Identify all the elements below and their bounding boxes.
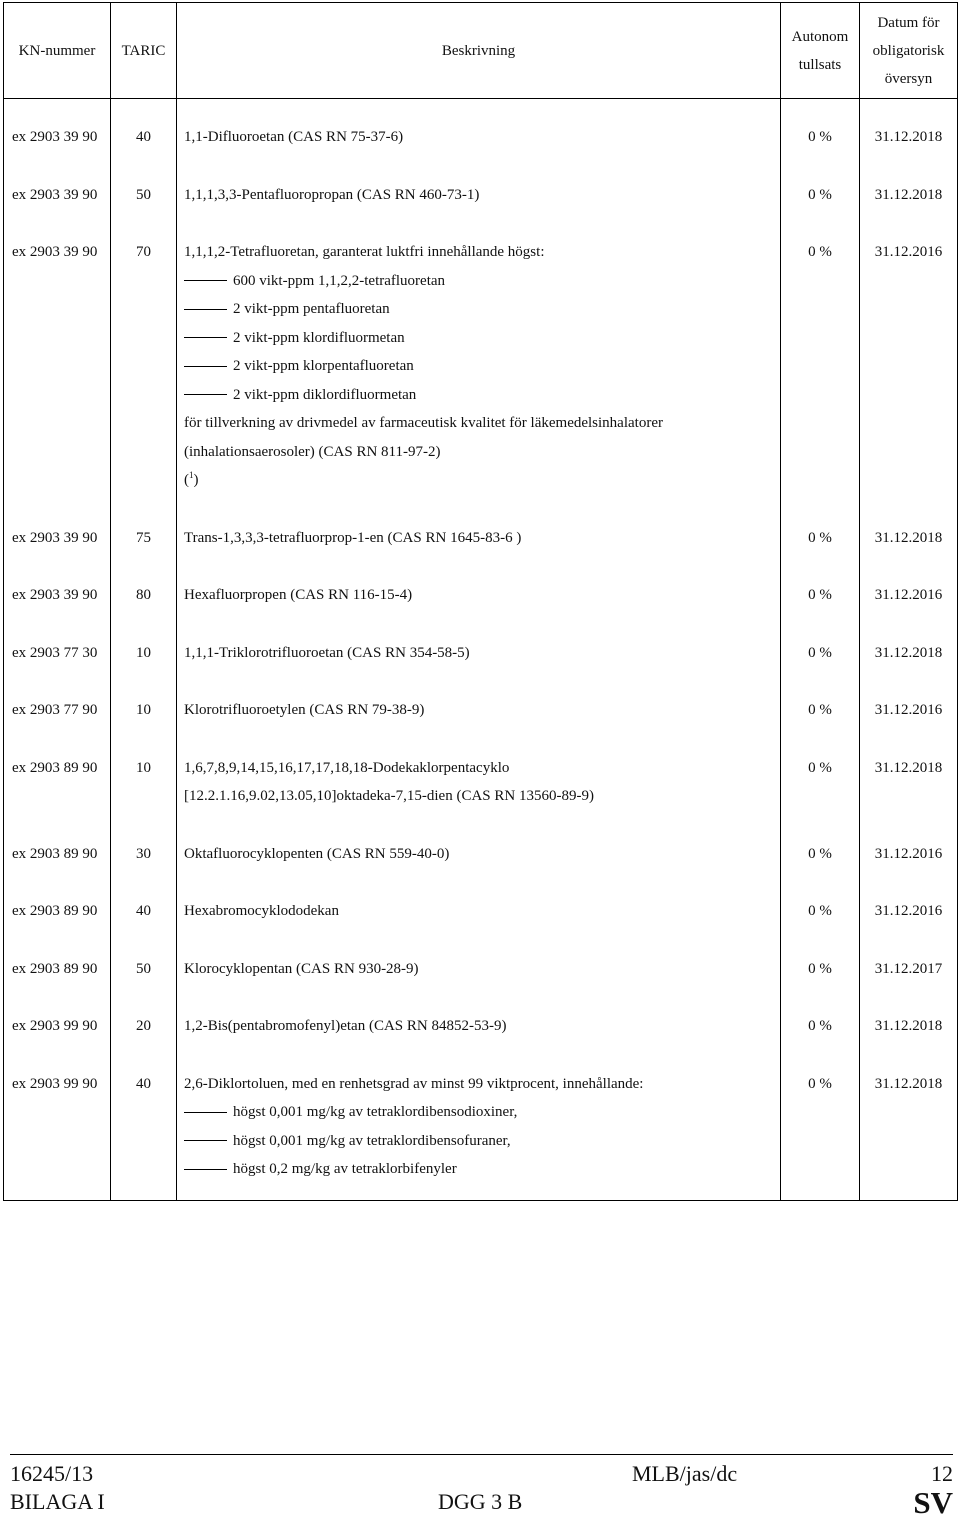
cell-desc: [177, 1050, 781, 1201]
cell-rate: 0 %: [781, 99, 860, 161]
desc-line: Klorocyklopentan (CAS RN 930-28-9): [184, 960, 419, 977]
cell-taric: 20: [111, 992, 177, 1050]
dash-marker: [184, 394, 227, 395]
desc-line: Trans-1,3,3,3-tetrafluorprop-1-en (CAS RN 1645-83-6 ): [184, 529, 522, 546]
header-rate-line2: tullsats: [798, 56, 842, 73]
table-row: [4, 99, 958, 161]
tariff-table-container: [3, 2, 957, 1201]
dash-marker: [184, 337, 227, 338]
cell-kn: ex 2903 99 90: [4, 1050, 111, 1201]
desc-line: 1,1-Difluoroetan (CAS RN 75-37-6): [184, 129, 404, 145]
table-row: [4, 619, 958, 677]
cell-desc: [177, 99, 781, 161]
dash-marker: [184, 1140, 227, 1141]
cell-taric: 50: [111, 935, 177, 993]
desc-item-text: 2 vikt-ppm klorpentafluoretan: [233, 358, 414, 374]
cell-taric: 50: [111, 161, 177, 219]
cell-rate: 0 %: [781, 676, 860, 734]
desc-intro: 1,1,1,2-Tetrafluoretan, garanterat luktfri innehållande högst:: [184, 244, 545, 260]
cell-taric: 40: [111, 99, 177, 161]
table-row: [4, 820, 958, 878]
annex-label: BILAGA I: [10, 1489, 105, 1514]
desc-line: Oktafluorocyklopenten (CAS RN 559-40-0): [184, 845, 450, 862]
cell-kn: ex 2903 89 90: [4, 734, 111, 820]
cell-rate: 0 %: [781, 218, 860, 504]
cell-kn: ex 2903 99 90: [4, 992, 111, 1050]
desc-after: (inhalationsaerosoler) (CAS RN 811-97-2): [184, 443, 441, 460]
cell-taric: 10: [111, 676, 177, 734]
cell-kn: ex 2903 89 90: [4, 820, 111, 878]
desc-intro: 2,6-Diklortoluen, med en renhetsgrad av minst 99 viktprocent, innehållande:: [184, 1075, 644, 1092]
cell-taric: 80: [111, 561, 177, 619]
cell-desc: [177, 734, 781, 820]
desc-item: [184, 1098, 780, 1127]
header-taric: TARIC: [111, 3, 177, 99]
cell-date: 31.12.2018: [860, 619, 958, 677]
cell-date: 31.12.2018: [860, 734, 958, 820]
dash-marker: [184, 366, 227, 367]
cell-rate: 0 %: [781, 992, 860, 1050]
desc-item: [184, 352, 780, 381]
department: DGG 3 B: [438, 1489, 523, 1514]
doc-number: 16245/13: [10, 1461, 94, 1486]
desc-line: 1,6,7,8,9,14,15,16,17,17,18,18-Dodekaklorpentacyklo: [184, 759, 510, 776]
desc-item-text: 2 vikt-ppm diklordifluormetan: [233, 386, 417, 403]
cell-rate: 0 %: [781, 1050, 860, 1201]
desc-item: [184, 1155, 780, 1184]
header-beskrivning: Beskrivning: [177, 3, 781, 99]
desc-line: Klorotrifluoroetylen (CAS RN 79-38-9): [184, 702, 425, 718]
dash-marker: [184, 280, 227, 281]
cell-kn: ex 2903 39 90: [4, 218, 111, 504]
footer-row-2: [10, 1485, 953, 1523]
cell-kn: ex 2903 77 30: [4, 619, 111, 677]
table-row: [4, 161, 958, 219]
cell-date: 31.12.2016: [860, 877, 958, 935]
cell-taric: 10: [111, 734, 177, 820]
desc-line: 1,2-Bis(pentabromofenyl)etan (CAS RN 84852-53-9): [184, 1018, 507, 1034]
tariff-table: [3, 2, 958, 1201]
table-header: [4, 3, 958, 99]
cell-desc: [177, 161, 781, 219]
cell-taric: 70: [111, 218, 177, 504]
cell-date: 31.12.2018: [860, 1050, 958, 1201]
cell-rate: 0 %: [781, 734, 860, 820]
cell-kn: ex 2903 89 90: [4, 935, 111, 993]
cell-desc: [177, 992, 781, 1050]
desc-item: [184, 295, 780, 324]
cell-desc: [177, 619, 781, 677]
table-row: [4, 734, 958, 820]
table-row: [4, 676, 958, 734]
cell-date: 31.12.2018: [860, 161, 958, 219]
header-date-line3: översyn: [884, 70, 933, 87]
desc-item: [184, 267, 780, 296]
desc-after: för tillverkning av drivmedel av farmaceutisk kvalitet för läkemedelsinhalatorer: [184, 415, 663, 431]
desc-line: [12.2.1.16,9.02,13.05,10]oktadeka-7,15-dien (CAS RN 13560-89-9): [184, 788, 594, 804]
cell-date: 31.12.2016: [860, 561, 958, 619]
cell-desc: [177, 504, 781, 562]
cell-date: 31.12.2018: [860, 992, 958, 1050]
header-date-line2: obligatorisk: [872, 42, 945, 59]
table-row: [4, 504, 958, 562]
page-footer: [10, 1454, 953, 1523]
desc-item-text: 2 vikt-ppm pentafluoretan: [233, 301, 390, 317]
cell-date: 31.12.2018: [860, 99, 958, 161]
cell-rate: 0 %: [781, 820, 860, 878]
cell-desc: [177, 935, 781, 993]
language-code: SV: [913, 1485, 953, 1520]
cell-desc: [177, 877, 781, 935]
header-datum: [860, 3, 958, 99]
dash-marker: [184, 1112, 227, 1113]
table-row: [4, 561, 958, 619]
cell-kn: ex 2903 39 90: [4, 99, 111, 161]
cell-taric: 75: [111, 504, 177, 562]
cell-desc: [177, 820, 781, 878]
cell-taric: 10: [111, 619, 177, 677]
header-kn-nummer: KN-nummer: [4, 3, 111, 99]
cell-kn: ex 2903 39 90: [4, 561, 111, 619]
desc-item-text: högst 0,2 mg/kg av tetraklorbifenyler: [233, 1161, 457, 1177]
page-number: 12: [931, 1461, 953, 1486]
cell-taric: 40: [111, 877, 177, 935]
cell-rate: 0 %: [781, 504, 860, 562]
cell-date: 31.12.2017: [860, 935, 958, 993]
cell-rate: 0 %: [781, 161, 860, 219]
dash-marker: [184, 1169, 227, 1170]
desc-line: 1,1,1-Triklorotrifluoroetan (CAS RN 354-58-5): [184, 644, 470, 661]
desc-line: 1,1,1,3,3-Pentafluoropropan (CAS RN 460-73-1): [184, 186, 480, 203]
cell-desc: [177, 218, 781, 504]
cell-kn: ex 2903 39 90: [4, 504, 111, 562]
desc-item-text: högst 0,001 mg/kg av tetraklordibensofuraner,: [233, 1132, 511, 1149]
cell-rate: 0 %: [781, 561, 860, 619]
desc-item-text: högst 0,001 mg/kg av tetraklordibensodioxiner,: [233, 1104, 518, 1120]
table-body: [4, 99, 958, 1201]
cell-desc: [177, 561, 781, 619]
cell-desc: [177, 676, 781, 734]
cell-kn: ex 2903 77 90: [4, 676, 111, 734]
desc-item-text: 600 vikt-ppm 1,1,2,2-tetrafluoretan: [233, 272, 446, 289]
cell-taric: 40: [111, 1050, 177, 1201]
desc-item: [184, 324, 780, 353]
desc-item: [184, 381, 780, 410]
cell-date: 31.12.2016: [860, 676, 958, 734]
cell-date: 31.12.2018: [860, 504, 958, 562]
desc-line: Hexabromocyklododekan: [184, 903, 339, 919]
cell-rate: 0 %: [781, 619, 860, 677]
table-row: [4, 877, 958, 935]
table-row: [4, 935, 958, 993]
initials: MLB/jas/dc: [632, 1461, 738, 1486]
cell-kn: ex 2903 39 90: [4, 161, 111, 219]
desc-line: Hexafluorpropen (CAS RN 116-15-4): [184, 587, 413, 603]
dash-marker: [184, 309, 227, 310]
cell-taric: 30: [111, 820, 177, 878]
cell-kn: ex 2903 89 90: [4, 877, 111, 935]
cell-rate: 0 %: [781, 877, 860, 935]
table-row: [4, 218, 958, 504]
footnote-ref: ($^1$): [184, 470, 199, 488]
cell-rate: 0 %: [781, 935, 860, 993]
cell-date: 31.12.2016: [860, 820, 958, 878]
cell-date: 31.12.2016: [860, 218, 958, 504]
footnote-number: 1: [189, 470, 194, 480]
header-autonom-tullsats: [781, 3, 860, 99]
desc-item-text: 2 vikt-ppm klordifluormetan: [233, 329, 405, 346]
table-row: [4, 1050, 958, 1201]
table-row: [4, 992, 958, 1050]
desc-item: [184, 1127, 780, 1156]
header-date-line1: Datum för: [877, 14, 940, 31]
header-rate-line1: Autonom: [791, 28, 849, 45]
